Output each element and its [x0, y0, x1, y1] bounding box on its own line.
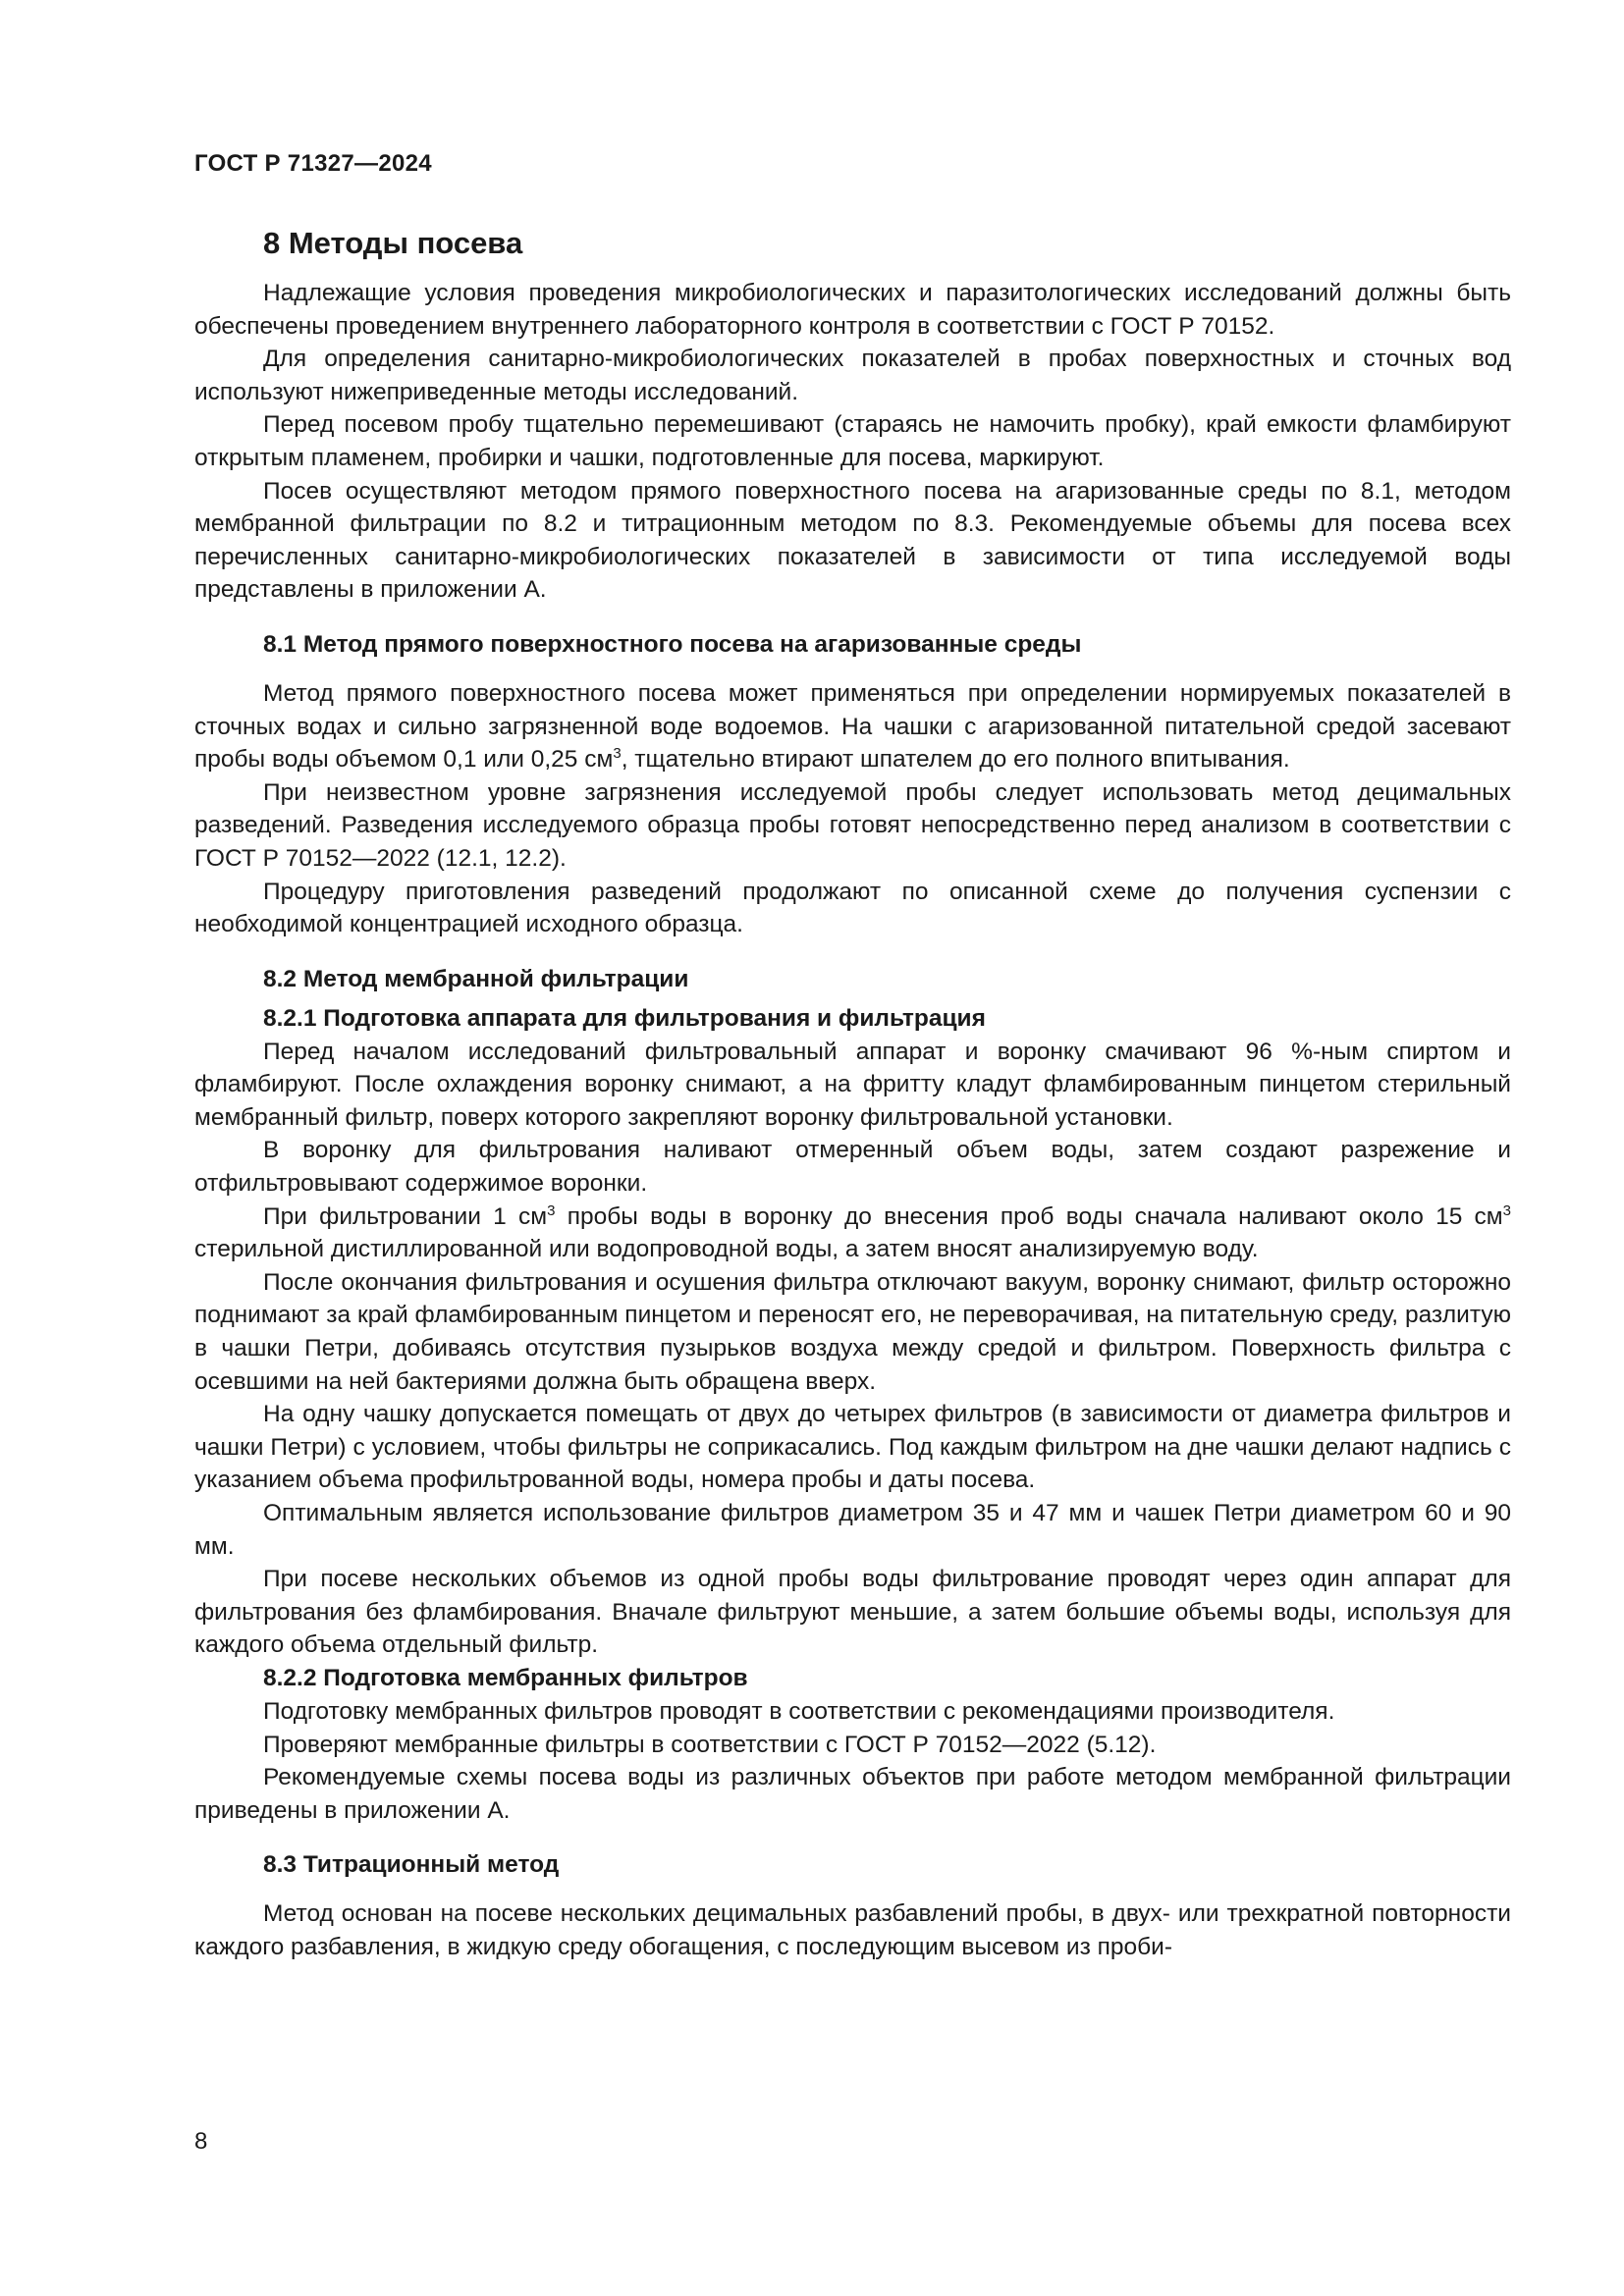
page-number: 8 — [194, 2128, 208, 2155]
section-8-paragraph: Надлежащие условия проведения микробиологических и паразитологических исследований должны быть обеспечены проведением внутреннего лабораторного контроля в соответствии с ГОСТ Р 70152. — [194, 280, 1511, 340]
section-8-2-1-title: 8.2.1 Подготовка аппарата для фильтрования и фильтрация — [263, 1004, 986, 1032]
superscript: 3 — [1502, 1201, 1511, 1219]
section-8-3-title: 8.3 Титрационный метод — [263, 1851, 560, 1879]
section-8-2-paragraph: Подготовку мембранных фильтров проводят в соответствии с рекомендациями производителя. — [263, 1697, 1335, 1725]
text-run: , тщательно втирают шпателем до его полного впитывания. — [621, 746, 1290, 774]
section-8-paragraph: Перед посевом пробу тщательно перемешивают (стараясь не намочить пробку), край емкости фламбируют открытым пламенем, пробирки и чашки, подготовленные для посева, маркируют. — [194, 411, 1511, 471]
section-8-2-2-title: 8.2.2 Подготовка мембранных фильтров — [263, 1664, 748, 1691]
section-8-3-paragraph: Метод основан на посеве нескольких децимальных разбавлений пробы, в двух- или трехкратной повторности каждого разбавления, в жидкую среду обогащения, с последующим высевом из проби- — [194, 1900, 1511, 1960]
document-body — [194, 224, 1511, 1964]
section-8-paragraph: Для определения санитарно-микробиологических показателей в пробах поверхностных и сточных вод используют нижеприведенные методы исследований. — [194, 346, 1511, 405]
section-8-2-paragraph: На одну чашку допускается помещать от двух до четырех фильтров (в зависимости от диаметра фильтров и чашки Петри) с условием, чтобы фильтры не соприкасались. Под каждым фильтром на дне чашки делают надпись с указанием объема профильтрованной воды, номера пробы и даты посева. — [194, 1401, 1511, 1494]
section-8-paragraph: Посев осуществляют методом прямого поверхностного посева на агаризованные среды по 8.1, методом мембранной фильтрации по 8.2 и титрационным методом по 8.3. Рекомендуемые объемы для посева всех перечисленных санитарно-микробиологических показателей в зависимости от типа исследуемой воды представлены в приложении А. — [194, 477, 1511, 604]
section-8-2-paragraph: Проверяют мембранные фильтры в соответствии с ГОСТ Р 70152—2022 (5.12). — [263, 1731, 1157, 1758]
section-8-title: 8 Методы посева — [263, 226, 523, 260]
document-header: ГОСТ Р 71327—2024 — [194, 150, 432, 177]
section-8-2-paragraph: В воронку для фильтрования наливают отмеренный объем воды, затем создают разрежение и отфильтровывают содержимое воронки. — [194, 1137, 1511, 1198]
section-8-2-paragraph: При посеве нескольких объемов из одной пробы воды фильтрование проводят через один аппарат для фильтрования без фламбирования. Вначале фильтруют меньшие, а затем большие объемы воды, используя для каждого объема отдельный фильтр. — [194, 1566, 1511, 1659]
section-8-2-title: 8.2 Метод мембранной фильтрации — [263, 965, 689, 992]
section-8-2-paragraph: Оптимальным является использование фильтров диаметром 35 и 47 мм и чашек Петри диаметром 60 и 90 мм. — [194, 1500, 1511, 1560]
text-run: стерильной дистиллированной или водопроводной воды, а затем вносят анализируемую воду. — [194, 1236, 1259, 1263]
superscript: 3 — [613, 744, 622, 762]
section-8-2-paragraph: Перед началом исследований фильтровальный аппарат и воронку смачивают 96 %-ным спиртом и фламбируют. После охлаждения воронку снимают, а на фритту кладут фламбированным пинцетом стерильный мембранный фильтр, поверх которого закрепляют воронку фильтровальной установки. — [194, 1038, 1511, 1131]
superscript: 3 — [547, 1201, 556, 1219]
section-8-1-title: 8.1 Метод прямого поверхностного посева на агаризованные среды — [263, 630, 1082, 658]
section-8-1-paragraph: При неизвестном уровне загрязнения исследуемой пробы следует использовать метод децимальных разведений. Разведения исследуемого образца пробы готовят непосредственно перед анализом в соответствии с ГОСТ Р 70152—2022 (12.1, 12.2). — [194, 778, 1511, 872]
text-run: пробы воды в воронку до внесения проб воды сначала наливают около 15 см — [555, 1202, 1503, 1230]
section-8-2-paragraph: После окончания фильтрования и осушения фильтра отключают вакуум, воронку снимают, фильтр осторожно поднимают за край фламбированным пинцетом и переносят его, не переворачивая, на питательную среду, разлитую в чашки Петри, добиваясь отсутствия пузырьков воздуха между средой и фильтром. Поверхность фильтра с осевшими на ней бактериями должна быть обращена вверх. — [194, 1268, 1511, 1395]
text-run: Метод прямого поверхностного посева может применяться при определении нормируемых показателей в сточных водах и сильно загрязненной воде водоемов. На чашки с агаризованной питательной средой засевают пробы воды объемом 0,1 или 0,25 см — [194, 679, 1511, 774]
section-8-1-paragraph — [194, 677, 1511, 776]
text-run: При фильтровании 1 см — [263, 1202, 548, 1230]
section-8-1-paragraph: Процедуру приготовления разведений продолжают по описанной схеме до получения суспензии с необходимой концентрацией исходного образца. — [194, 878, 1511, 938]
section-8-2-paragraph: Рекомендуемые схемы посева воды из различных объектов при работе методом мембранной фильтрации приведены в приложении А. — [194, 1764, 1511, 1824]
section-8-2-paragraph — [194, 1201, 1511, 1266]
